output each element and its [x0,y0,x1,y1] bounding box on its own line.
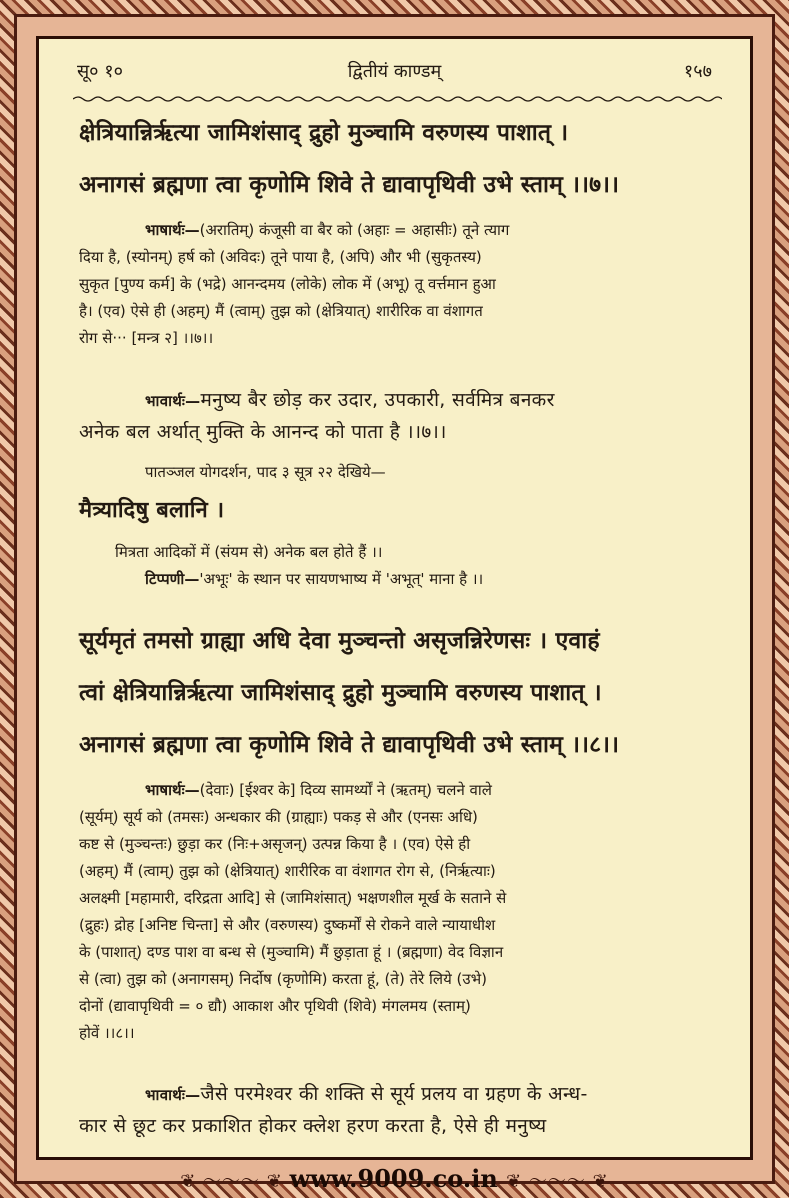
bhavarth-7-line-2: अनेक बल अर्थात् मुक्ति के आनन्द को पाता है ।।७।। [79,421,447,443]
bhavarth-7-label: भावार्थः— [145,392,201,410]
header-ornament-rule [73,95,722,103]
tippani-text: 'अभूः' के स्थान पर सायणभाष्य में 'अभूत्' माना है ।। [199,570,484,588]
mantra-8-line-2: त्वां क्षेत्रियान्निर्ऋत्या जामिशंसाद् द्रुहो मुञ्चामि वरुणस्य पाशात् । [79,679,602,706]
bhasharth-8-line-8: से (त्वा) तुझ को (अनागसम्) निर्दोष (कृणोमि) करता हूं, (ते) तेरे लिये (उभे) [79,970,488,988]
bhasharth-8-line-5: अलक्ष्मी [महामारी, दरिद्रता आदि] से (जामिशंसात्) भक्षणशील मूर्ख के सताने से [79,889,507,907]
bhavarth-8-line-1: जैसे परमेश्वर की शक्ति से सूर्य प्रलय वा ग्रहण के अन्ध- [200,1083,588,1105]
page-number: १५७ [683,61,712,82]
bhasharth-7-line-4: है। (एव) ऐसे ही (अहम्) मैं (त्वाम्) तुझ को (क्षेत्रियात्) शारीरिक वा वंशागत [79,302,483,320]
bhasharth-7-line-5: रोग से··· [मन्त्र २] ।।७।। [79,329,214,347]
bhasharth-8 [79,777,710,1047]
reference-intro: पातञ्जल योगदर्शन, पाद ३ सूत्र २२ देखिये— [145,463,386,481]
bhavarth-7 [79,385,710,448]
sukta-number: सू० १० [77,61,123,82]
page-header [39,59,750,89]
bhavarth-8 [79,1079,710,1142]
bhavarth-8-label: भावार्थः— [145,1086,201,1104]
sutra-text [79,487,710,533]
bhasharth-8-label: भाषार्थः— [145,781,200,799]
reference-block [79,459,710,486]
sutra-meaning: मित्रता आदिकों में (संयम से) अनेक बल होते हैं ।। [115,543,383,561]
mantra-7 [79,107,710,211]
mantra-8-line-1: सूर्यमृतं तमसो ग्राह्या अधि देवा मुञ्चन्तो असृजन्निरेणसः । एवाहं [79,627,600,654]
bhasharth-8-line-6: (द्रुहः) द्रोह [अनिष्ट चिन्ता] से और (वरुणस्य) दुष्कर्मों से रोकने वाले न्यायाधीश [79,916,496,934]
bhasharth-8-line-4: (अहम्) मैं (त्वाम्) तुझ को (क्षेत्रियात्) शारीरिक वा वंशागत रोग से, (निर्ऋत्याः) [79,862,496,880]
sutra-line: मैत्र्यादिषु बलानि । [79,497,225,523]
book-page [36,36,753,1160]
bhasharth-8-line-3: कष्ट से (मुञ्चन्तः) छुड़ा कर (निः+असृजन्) उत्पन्न किया है । (एव) ऐसे ही [79,835,471,853]
footer-ornament-right: ❦ ～～～ ❦ [506,1171,609,1192]
footer [0,1164,789,1198]
bhasharth-7-line-1: (अरातिम्) कंजूसी वा बैर को (अहाः = अहासीः) तूने त्याग [199,221,510,239]
mantra-8-line-3: अनागसं ब्रह्मणा त्वा कृणोमि शिवे ते द्यावापृथिवी उभे स्ताम् ।।८।। [79,731,620,758]
bhavarth-7-line-1: मनुष्य बैर छोड़ कर उदार, उपकारी, सर्वमित्र बनकर [200,389,555,411]
mantra-7-line-1: क्षेत्रियान्निर्ऋत्या जामिशंसाद् द्रुहो मुञ्चामि वरुणस्य पाशात् । [79,119,569,146]
sutra-meaning-block [79,539,710,593]
bhasharth-7-line-3: सुकृत [पुण्य कर्म] के (भद्रे) आनन्दमय (लोके) लोक में (अभू) तू वर्त्तमान हुआ [79,275,496,293]
footer-url[interactable]: www.9009.co.in [289,1164,498,1193]
bhasharth-8-line-9: दोनों (द्यावापृथिवी = ० द्यौ) आकाश और पृथिवी (शिवे) मंगलमय (स्ताम्) [79,997,471,1015]
bhavarth-8-line-2: कार से छूट कर प्रकाशित होकर क्लेश हरण करता है, ऐसे ही मनुष्य [79,1115,547,1137]
bhasharth-7 [79,217,710,352]
bhasharth-8-line-7: के (पाशात्) दण्ड पाश वा बन्ध से (मुञ्चामि) मैं छुड़ाता हूं । (ब्रह्मणा) वेद विज्ञान [79,943,504,961]
footer-ornament-left: ❦ ～～～ ❦ [180,1171,290,1192]
mantra-8 [79,615,710,771]
bhasharth-8-line-1: (देवाः) [ईश्वर के] दिव्य सामर्थ्यों ने (ऋतम्) चलने वाले [199,781,492,799]
bhasharth-7-line-2: दिया है, (स्योनम्) हर्ष को (अविदः) तूने पाया है, (अपि) और भी (सुकृतस्य) [79,248,482,266]
bhasharth-7-label: भाषार्थः— [145,221,200,239]
bhasharth-8-line-2: (सूर्यम्) सूर्य को (तमसः) अन्धकार की (ग्राह्याः) पकड़ से और (एनसः अधि) [79,808,478,826]
bhasharth-8-line-10: होवें ।।८।। [79,1024,135,1042]
tippani-label: टिप्पणी— [145,570,200,588]
mantra-7-line-2: अनागसं ब्रह्मणा त्वा कृणोमि शिवे ते द्यावापृथिवी उभे स्ताम् ।।७।। [79,171,620,198]
kanda-title: द्वितीयं काण्डम् [347,61,442,82]
